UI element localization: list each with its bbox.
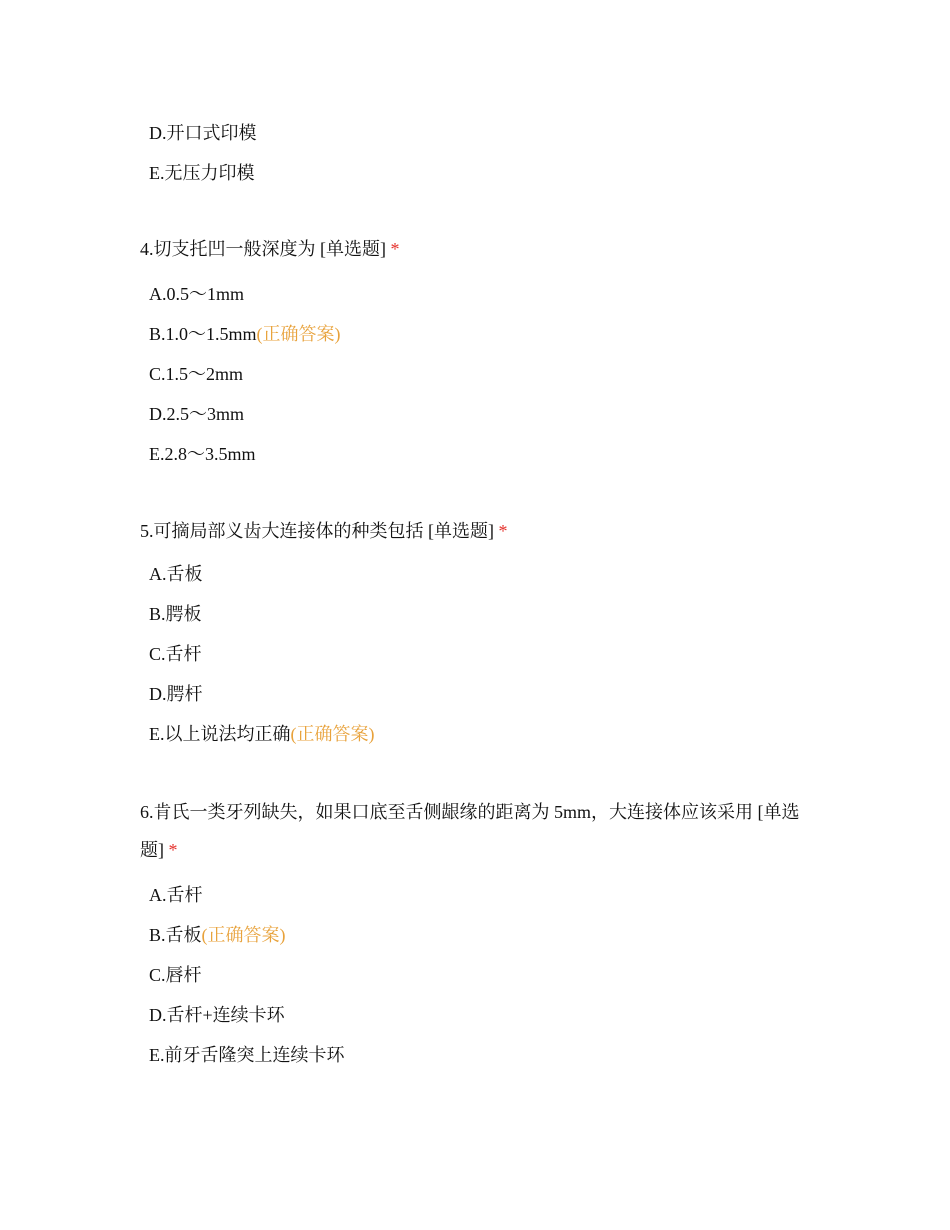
option-b [149,915,820,955]
option-text: D.腭杆 [149,684,203,704]
option-c [149,955,820,995]
option-text: C.1.5～2mm [149,364,244,384]
option-list [140,113,820,193]
question-3-continuation [140,113,820,193]
required-star: * [498,521,508,541]
option-text: E.无压力印模 [149,163,255,183]
option-text: B.1.0～1.5mm [149,324,257,344]
option-e [149,153,820,193]
option-text: A.舌板 [149,564,203,584]
option-list [140,554,820,754]
option-d [149,113,820,153]
option-text: E.2.8～3.5mm [149,444,256,464]
option-text: C.舌杆 [149,644,202,664]
question-title [140,230,820,268]
option-text: A.舌杆 [149,885,203,905]
option-e [149,1035,820,1075]
option-text: E.以上说法均正确 [149,724,291,744]
option-b [149,594,820,634]
option-list [140,875,820,1075]
option-c [149,354,820,394]
option-e [149,714,820,754]
option-text: B.腭板 [149,604,202,624]
required-star: * [390,239,400,259]
correct-answer-tag: (正确答案) [290,724,375,744]
question-title [140,512,820,550]
question-title-text: 6.肯氏一类牙列缺失，如果口底至舌侧龈缘的距离为 5mm，大连接体应该采用 [单选题] [140,802,800,860]
option-d [149,394,820,434]
option-text: A.0.5～1mm [149,284,245,304]
option-b [149,314,820,354]
option-list [140,274,820,474]
option-text: D.舌杆+连续卡环 [149,1005,285,1025]
correct-answer-tag: (正确答案) [201,925,286,945]
option-a [149,274,820,314]
correct-answer-tag: (正确答案) [256,324,341,344]
option-text: D.开口式印模 [149,123,257,143]
option-d [149,674,820,714]
question-4 [140,230,820,474]
option-c [149,634,820,674]
question-6 [140,793,820,1075]
question-5 [140,512,820,754]
required-star: * [168,840,178,860]
option-text: C.唇杆 [149,965,202,985]
question-title [140,793,820,869]
option-text: B.舌板 [149,925,202,945]
option-a [149,875,820,915]
option-text: D.2.5～3mm [149,404,245,424]
option-a [149,554,820,594]
question-title-text: 5.可摘局部义齿大连接体的种类包括 [单选题] [140,521,494,541]
option-text: E.前牙舌隆突上连续卡环 [149,1045,345,1065]
option-e [149,434,820,474]
option-d [149,995,820,1035]
question-title-text: 4.切支托凹一般深度为 [单选题] [140,239,386,259]
